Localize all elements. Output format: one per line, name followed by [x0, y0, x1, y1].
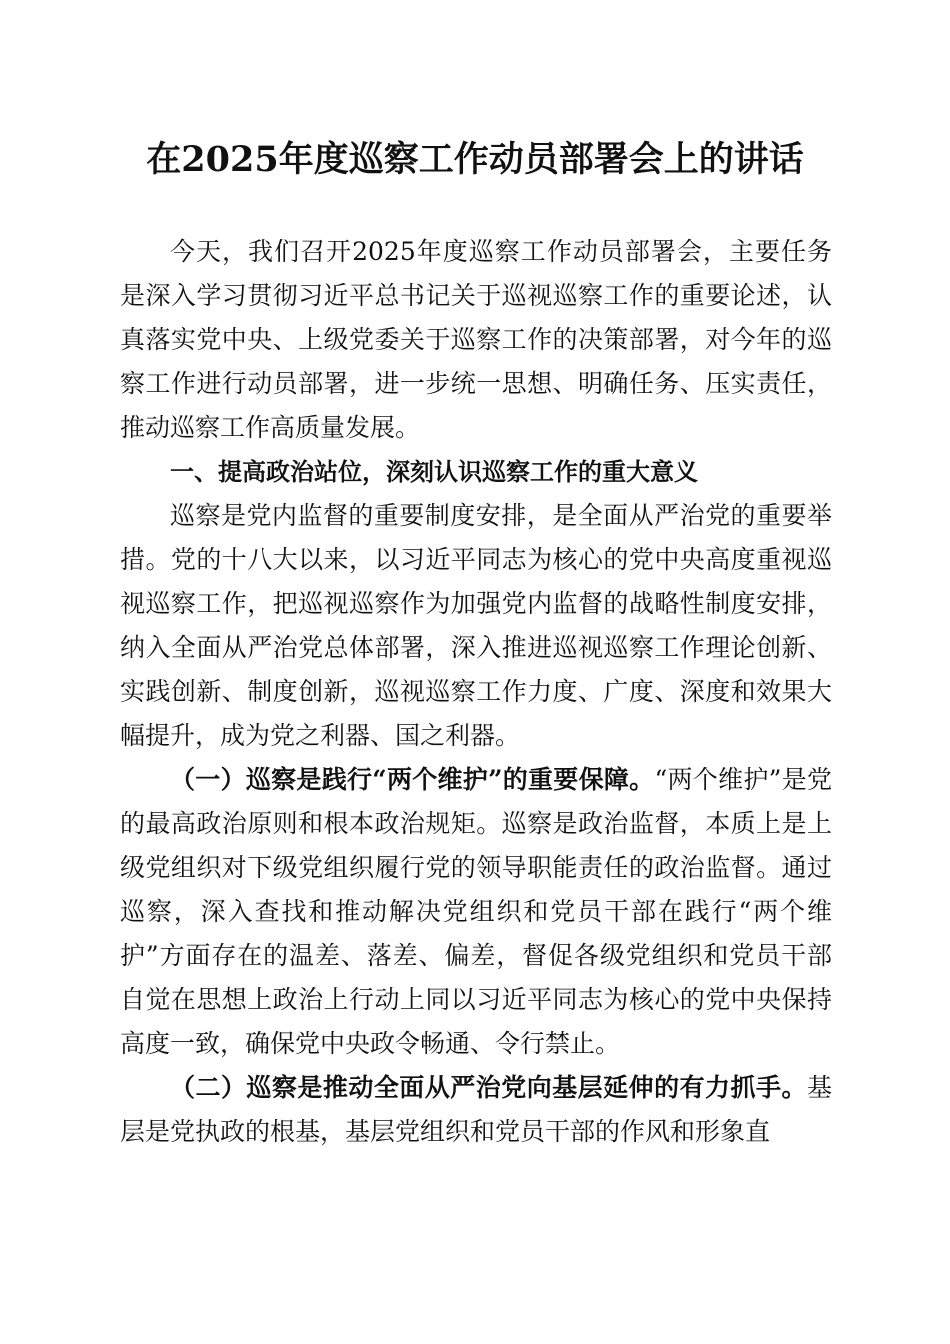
point-1-paragraph — [120, 758, 832, 1066]
point-2-lead: （二）巡察是推动全面从严治党向基层延伸的有力抓手。 — [170, 1073, 807, 1102]
point-2-text: 基层是党执政的根基，基层党组织和党员干部的作风和形象直 — [120, 1073, 832, 1146]
section1-paragraph: 巡察是党内监督的重要制度安排，是全面从严治党的重要举措。党的十八大以来，以习近平同志为核心的党中央高度重视巡视巡察工作，把巡视巡察作为加强党内监督的战略性制度安排，纳入全面从严治党总体部署，深入推进巡视巡察工作理论创新、实践创新、制度创新，巡视巡察工作力度、广度、深度和效果大幅提升，成为党之利器、国之利器。 — [120, 501, 832, 750]
document-body — [120, 230, 832, 1154]
document-title: 在2025年度巡察工作动员部署会上的讲话 — [146, 139, 804, 180]
point-1-text: “两个维护”是党的最高政治原则和根本政治规矩。巡察是政治监督，本质上是上级党组织对下级党组织履行党的领导职能责任的政治监督。通过巡察，深入查找和推动解决党组织和党员干部在践行“两个维护”方面存在的温差、落差、偏差，督促各级党组织和党员干部自觉在思想上政治上行动上同以习近平同志为核心的党中央保持高度一致，确保党中央政令畅通、令行禁止。 — [120, 765, 833, 1058]
intro-paragraph: 今天，我们召开2025年度巡察工作动员部署会，主要任务是深入学习贯彻习近平总书记关于巡视巡察工作的重要论述，认真落实党中央、上级党委关于巡察工作的决策部署，对今年的巡察工作进行动员部署，进一步统一思想、明确任务、压实责任，推动巡察工作高质量发展。 — [120, 237, 832, 442]
section-heading-1: 一、提高政治站位，深刻认识巡察工作的重大意义 — [170, 458, 698, 486]
point-2-paragraph — [120, 1066, 832, 1154]
point-1-lead: （一）巡察是践行“两个维护”的重要保障。 — [170, 765, 655, 794]
